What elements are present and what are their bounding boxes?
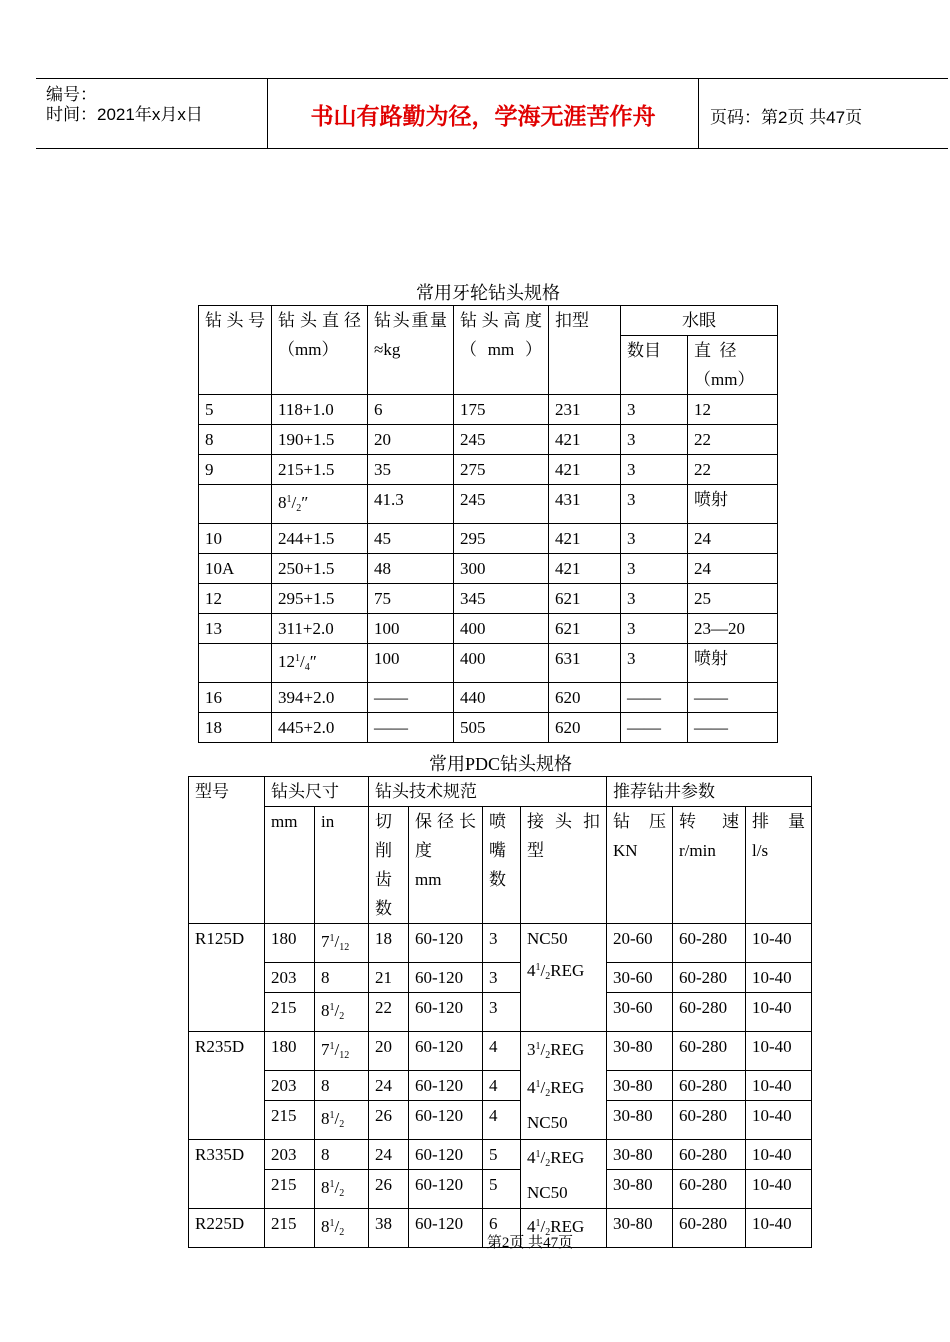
header-gauge: 保 径 长 度 xyxy=(415,812,476,860)
table-cell: 22 xyxy=(688,425,778,455)
table-cell: 41.3 xyxy=(368,485,454,524)
table-cell: 250+1.5 xyxy=(272,554,368,584)
cutters-cell: 20 xyxy=(369,1032,409,1071)
nozzles-cell: 4 xyxy=(483,1032,521,1071)
table-cell: 275 xyxy=(454,455,549,485)
table-row xyxy=(189,993,812,1032)
table-cell: 20 xyxy=(368,425,454,455)
fraction-denominator: 4 xyxy=(304,662,310,673)
flow-cell: 10-40 xyxy=(746,1170,812,1209)
table-cell: 18 xyxy=(199,713,272,743)
table-cell: 311+2.0 xyxy=(272,614,368,644)
header-top-rule xyxy=(36,78,948,79)
table-cell: 431 xyxy=(549,485,621,524)
size-in-cell: 8 xyxy=(315,1071,369,1101)
nozzles-cell: 3 xyxy=(483,963,521,993)
fraction-denominator: 2 xyxy=(339,1188,345,1199)
fraction-denominator: 2 xyxy=(545,1227,551,1238)
header-cell xyxy=(409,807,483,924)
table-cell: 440 xyxy=(454,683,549,713)
header-thread: 扣型 xyxy=(555,311,589,330)
table-cell: 9 xyxy=(199,455,272,485)
header-cell xyxy=(368,306,454,395)
rpm-cell: 60-280 xyxy=(673,1071,746,1101)
size-mm-cell: 180 xyxy=(265,924,315,963)
table-cell: 620 xyxy=(549,713,621,743)
wob-cell: 20-60 xyxy=(607,924,673,963)
header-bottom-rule xyxy=(36,148,948,149)
fraction-denominator: 2 xyxy=(339,1227,345,1238)
table-row xyxy=(189,1101,812,1140)
wob-cell: 30-80 xyxy=(607,1170,673,1209)
header-divider-right xyxy=(698,78,699,149)
table-row xyxy=(199,455,778,485)
table2-caption: 常用PDC钻头规格 xyxy=(428,754,572,774)
header-cutters: 切削齿数 xyxy=(375,812,392,918)
header-mm: mm xyxy=(265,807,315,924)
header-page-code: 页码：第2页 共47页 xyxy=(710,108,863,127)
gauge-cell: 60-120 xyxy=(409,1170,483,1209)
wob-cell: 30-60 xyxy=(607,993,673,1032)
fraction-denominator: 2 xyxy=(545,1088,551,1099)
table-cell: 3 xyxy=(621,485,688,524)
header-cell xyxy=(199,306,272,395)
size-mm-cell: 215 xyxy=(265,1170,315,1209)
fraction-numerator: 1 xyxy=(286,494,292,505)
cutters-cell: 24 xyxy=(369,1140,409,1170)
fraction-denominator: 12 xyxy=(339,1050,350,1061)
header-count: 数目 xyxy=(621,336,688,395)
table-cell: 22 xyxy=(688,455,778,485)
joint-type: $4^1/_2REG$ xyxy=(527,961,585,982)
table-cell: —— xyxy=(368,713,454,743)
table-cell: 621 xyxy=(549,614,621,644)
size-in-cell: 8 xyxy=(315,1140,369,1170)
wob-cell: 30-80 xyxy=(607,1101,673,1140)
gauge-cell: 60-120 xyxy=(409,993,483,1032)
nozzles-cell: 4 xyxy=(483,1101,521,1140)
table-cell: 45 xyxy=(368,524,454,554)
header-cell xyxy=(272,306,368,395)
table-cell: 118+1.0 xyxy=(272,395,368,425)
table-cell: 445+2.0 xyxy=(272,713,368,743)
header-cell xyxy=(746,807,812,924)
table-row xyxy=(189,1032,812,1071)
size-mm-cell: 180 xyxy=(265,1032,315,1071)
fraction-numerator: 1 xyxy=(535,1218,541,1229)
table-cell: 190+1.5 xyxy=(272,425,368,455)
flow-cell: 10-40 xyxy=(746,1209,812,1248)
model-cell: R235D xyxy=(189,1032,265,1140)
table-cell xyxy=(199,485,272,524)
table-cell: 100 xyxy=(368,614,454,644)
table1-caption: 常用牙轮钻头规格 xyxy=(416,283,560,303)
table-cell: 400 xyxy=(454,614,549,644)
size-in-cell: $8^1/_2$ xyxy=(315,1209,369,1248)
fraction-denominator: 2 xyxy=(545,1158,551,1169)
header-cell xyxy=(549,306,621,395)
table-cell: $8^1/_2''$ xyxy=(272,485,368,524)
table-cell: 24 xyxy=(688,554,778,584)
flow-cell: 10-40 xyxy=(746,924,812,963)
table-cell: 3 xyxy=(621,584,688,614)
table-row xyxy=(199,554,778,584)
doc-number-label: 编号： xyxy=(46,85,97,104)
fraction-denominator: 2 xyxy=(545,1050,551,1061)
table-cell: 5 xyxy=(199,395,272,425)
table-cell: 23—20 xyxy=(688,614,778,644)
roller-bit-table xyxy=(198,305,778,743)
table-cell: 3 xyxy=(621,644,688,683)
size-in-cell: $8^1/_2$ xyxy=(315,1170,369,1209)
header-bit-dia: 钻 头 直 径 xyxy=(278,311,361,330)
wob-cell: 30-60 xyxy=(607,963,673,993)
rpm-cell: 60-280 xyxy=(673,1140,746,1170)
size-in-cell: $8^1/_2$ xyxy=(315,1101,369,1140)
rpm-cell: 60-280 xyxy=(673,993,746,1032)
table-cell: 25 xyxy=(688,584,778,614)
size-in-cell: 8 xyxy=(315,963,369,993)
table-cell: 300 xyxy=(454,554,549,584)
rpm-cell: 60-280 xyxy=(673,1032,746,1071)
size-in-cell: $7^1/_{12}$ xyxy=(315,924,369,963)
table-cell: 215+1.5 xyxy=(272,455,368,485)
table-cell: 6 xyxy=(368,395,454,425)
flow-cell: 10-40 xyxy=(746,1140,812,1170)
fraction-denominator: 2 xyxy=(339,1011,345,1022)
header-wob-unit: KN xyxy=(613,841,638,860)
joint-type: $3^1/_2REG$ xyxy=(527,1040,585,1061)
table-cell: 3 xyxy=(621,524,688,554)
size-mm-cell: 203 xyxy=(265,1071,315,1101)
table-cell: 295+1.5 xyxy=(272,584,368,614)
wob-cell: 30-80 xyxy=(607,1209,673,1248)
table-cell: 175 xyxy=(454,395,549,425)
header-params: 推荐钻井参数 xyxy=(607,777,812,807)
rpm-cell: 60-280 xyxy=(673,1101,746,1140)
header-flow-unit: l/s xyxy=(752,841,769,860)
cutters-cell: 21 xyxy=(369,963,409,993)
fraction-denominator: 2 xyxy=(545,971,551,982)
flow-cell: 10-40 xyxy=(746,993,812,1032)
nozzles-cell: 3 xyxy=(483,924,521,963)
table-row xyxy=(199,425,778,455)
table-cell: 421 xyxy=(549,425,621,455)
header-cell xyxy=(673,807,746,924)
header-cell xyxy=(521,807,607,924)
table-cell: 12 xyxy=(688,395,778,425)
table-cell: 3 xyxy=(621,455,688,485)
table-header-row xyxy=(189,807,812,924)
fraction-numerator: 1 xyxy=(535,1149,541,1160)
size-in-cell: $8^1/_2$ xyxy=(315,993,369,1032)
size-mm-cell: 215 xyxy=(265,1209,315,1248)
table-cell: 75 xyxy=(368,584,454,614)
cutters-cell: 18 xyxy=(369,924,409,963)
table-cell: 231 xyxy=(549,395,621,425)
fraction-denominator: 2 xyxy=(339,1119,345,1130)
table-row xyxy=(189,1140,812,1170)
joint-type: $4^1/_2REG$ xyxy=(527,1148,585,1169)
header-gauge-unit: mm xyxy=(415,870,442,889)
table-row xyxy=(199,584,778,614)
fraction-numerator: 1 xyxy=(329,933,335,944)
header-in: in xyxy=(315,807,369,924)
table-cell: 421 xyxy=(549,455,621,485)
fraction-numerator: 1 xyxy=(329,1179,335,1190)
gauge-cell: 60-120 xyxy=(409,1101,483,1140)
fraction-numerator: 1 xyxy=(329,1218,335,1229)
size-mm-cell: 203 xyxy=(265,1140,315,1170)
size-mm-cell: 215 xyxy=(265,1101,315,1140)
wob-cell: 30-80 xyxy=(607,1032,673,1071)
header-tech: 钻头技术规范 xyxy=(369,777,607,807)
fraction-numerator: 1 xyxy=(295,653,300,664)
joint-type: NC50 xyxy=(527,1183,568,1202)
table-cell: 631 xyxy=(549,644,621,683)
table2-body xyxy=(189,924,812,1248)
nozzles-cell: 5 xyxy=(483,1170,521,1209)
fraction-numerator: 1 xyxy=(329,1110,335,1121)
header-motto: 书山有路勤为径，学海无涯苦作舟 xyxy=(310,104,656,130)
table-cell: 13 xyxy=(199,614,272,644)
fraction-numerator: 1 xyxy=(535,1079,541,1090)
flow-cell: 10-40 xyxy=(746,1101,812,1140)
table-cell: 3 xyxy=(621,554,688,584)
table-cell: 3 xyxy=(621,614,688,644)
header-bit-dia-unit: （mm） xyxy=(278,340,339,359)
joint-type: $4^1/_2REG$ xyxy=(527,1078,585,1099)
nozzles-cell: 5 xyxy=(483,1140,521,1170)
fraction-numerator: 1 xyxy=(329,1002,335,1013)
table-cell: 10A xyxy=(199,554,272,584)
cutters-cell: 26 xyxy=(369,1170,409,1209)
table1-body xyxy=(199,395,778,743)
table-cell: 35 xyxy=(368,455,454,485)
gauge-cell: 60-120 xyxy=(409,1032,483,1071)
joint-type: NC50 xyxy=(527,1113,568,1132)
table-cell: 421 xyxy=(549,524,621,554)
size-mm-cell: 215 xyxy=(265,993,315,1032)
table-row xyxy=(189,1071,812,1101)
gauge-cell: 60-120 xyxy=(409,924,483,963)
flow-cell: 10-40 xyxy=(746,1032,812,1071)
table-row xyxy=(199,614,778,644)
rpm-cell: 60-280 xyxy=(673,1170,746,1209)
joint-cell xyxy=(521,1140,607,1209)
gauge-cell: 60-120 xyxy=(409,1209,483,1248)
wob-cell: 30-80 xyxy=(607,1071,673,1101)
table-cell: —— xyxy=(368,683,454,713)
cutters-cell: 22 xyxy=(369,993,409,1032)
table-cell xyxy=(199,644,272,683)
table-cell: $12^1/_4''$ xyxy=(272,644,368,683)
table-cell: 10 xyxy=(199,524,272,554)
nozzles-cell: 6 xyxy=(483,1209,521,1248)
gauge-cell: 60-120 xyxy=(409,963,483,993)
header-cell xyxy=(369,807,409,924)
header-bit-no: 钻 头 号 xyxy=(205,311,265,330)
table-cell: —— xyxy=(688,683,778,713)
table-cell: 3 xyxy=(621,395,688,425)
fraction-denominator: 12 xyxy=(339,942,350,953)
table-cell: 421 xyxy=(549,554,621,584)
table-cell: 喷射 xyxy=(688,485,778,524)
table-row xyxy=(199,485,778,524)
fraction-numerator: 1 xyxy=(535,962,541,973)
header-water-dia-unit: （mm） xyxy=(694,370,755,389)
gauge-cell: 60-120 xyxy=(409,1140,483,1170)
table-row xyxy=(199,644,778,683)
table-cell: 3 xyxy=(621,425,688,455)
table-cell: 16 xyxy=(199,683,272,713)
table-cell: 12 xyxy=(199,584,272,614)
header-cell xyxy=(607,807,673,924)
fraction-numerator: 1 xyxy=(535,1041,541,1052)
header-bit-height: 钻 头 高 度（mm） xyxy=(460,311,542,359)
table-row xyxy=(199,395,778,425)
table-row xyxy=(189,963,812,993)
size-in-cell: $7^1/_{12}$ xyxy=(315,1032,369,1071)
table-cell: 48 xyxy=(368,554,454,584)
flow-cell: 10-40 xyxy=(746,1071,812,1101)
model-cell: R225D xyxy=(189,1209,265,1248)
gauge-cell: 60-120 xyxy=(409,1071,483,1101)
header-water-eye: 水眼 xyxy=(621,306,778,336)
fraction-numerator: 1 xyxy=(329,1041,335,1052)
header-flow: 排 量 xyxy=(752,812,805,831)
table-cell: 295 xyxy=(454,524,549,554)
cutters-cell: 24 xyxy=(369,1071,409,1101)
header-model: 型号 xyxy=(189,777,265,924)
header-joint: 接 头 扣 型 xyxy=(527,812,600,860)
rpm-cell: 60-280 xyxy=(673,1209,746,1248)
table-cell: 喷射 xyxy=(688,644,778,683)
table-cell: 621 xyxy=(549,584,621,614)
joint-cell xyxy=(521,924,607,1032)
doc-time-label: 时间：2021年x月x日 xyxy=(46,105,203,124)
table-cell: 100 xyxy=(368,644,454,683)
table-cell: —— xyxy=(621,683,688,713)
model-cell: R125D xyxy=(189,924,265,1032)
table-cell: 8 xyxy=(199,425,272,455)
model-cell: R335D xyxy=(189,1140,265,1209)
fraction-denominator: 2 xyxy=(296,503,302,514)
header-rpm: 转 速 xyxy=(679,812,739,831)
table-cell: 505 xyxy=(454,713,549,743)
header-cell xyxy=(688,336,778,395)
table-row xyxy=(199,683,778,713)
nozzles-cell: 3 xyxy=(483,993,521,1032)
table-cell: 244+1.5 xyxy=(272,524,368,554)
header-bit-weight: 钻头重量 xyxy=(374,311,447,330)
table-cell: 400 xyxy=(454,644,549,683)
table-row xyxy=(189,1170,812,1209)
table-cell: 394+2.0 xyxy=(272,683,368,713)
header-wob: 钻 压 xyxy=(613,812,666,831)
table-cell: 245 xyxy=(454,425,549,455)
wob-cell: 30-80 xyxy=(607,1140,673,1170)
rpm-cell: 60-280 xyxy=(673,924,746,963)
table-cell: 24 xyxy=(688,524,778,554)
header-size: 钻头尺寸 xyxy=(265,777,369,807)
header-bit-weight-unit: ≈kg xyxy=(374,340,401,359)
table-header-row xyxy=(199,306,778,336)
table-header-row xyxy=(189,777,812,807)
page-footer: 第2页 共47页 xyxy=(486,1235,574,1251)
flow-cell: 10-40 xyxy=(746,963,812,993)
cutters-cell: 26 xyxy=(369,1101,409,1140)
table-cell: 345 xyxy=(454,584,549,614)
joint-type: $4^1/_2REG$ xyxy=(527,1217,585,1238)
table-row xyxy=(199,524,778,554)
header-water-dia: 直 径 xyxy=(694,341,737,360)
nozzles-cell: 4 xyxy=(483,1071,521,1101)
cutters-cell: 38 xyxy=(369,1209,409,1248)
header-rpm-unit: r/min xyxy=(679,841,716,860)
header-cell xyxy=(454,306,549,395)
table-cell: 620 xyxy=(549,683,621,713)
table-cell: —— xyxy=(621,713,688,743)
joint-type: NC50 xyxy=(527,929,568,948)
joint-cell xyxy=(521,1032,607,1140)
rpm-cell: 60-280 xyxy=(673,963,746,993)
header-cell xyxy=(483,807,521,924)
table-cell: —— xyxy=(688,713,778,743)
size-mm-cell: 203 xyxy=(265,963,315,993)
pdc-bit-table xyxy=(188,776,812,1248)
table-row xyxy=(189,924,812,963)
table-cell: 245 xyxy=(454,485,549,524)
header-nozzles: 喷嘴数 xyxy=(489,812,506,889)
table-row xyxy=(199,713,778,743)
